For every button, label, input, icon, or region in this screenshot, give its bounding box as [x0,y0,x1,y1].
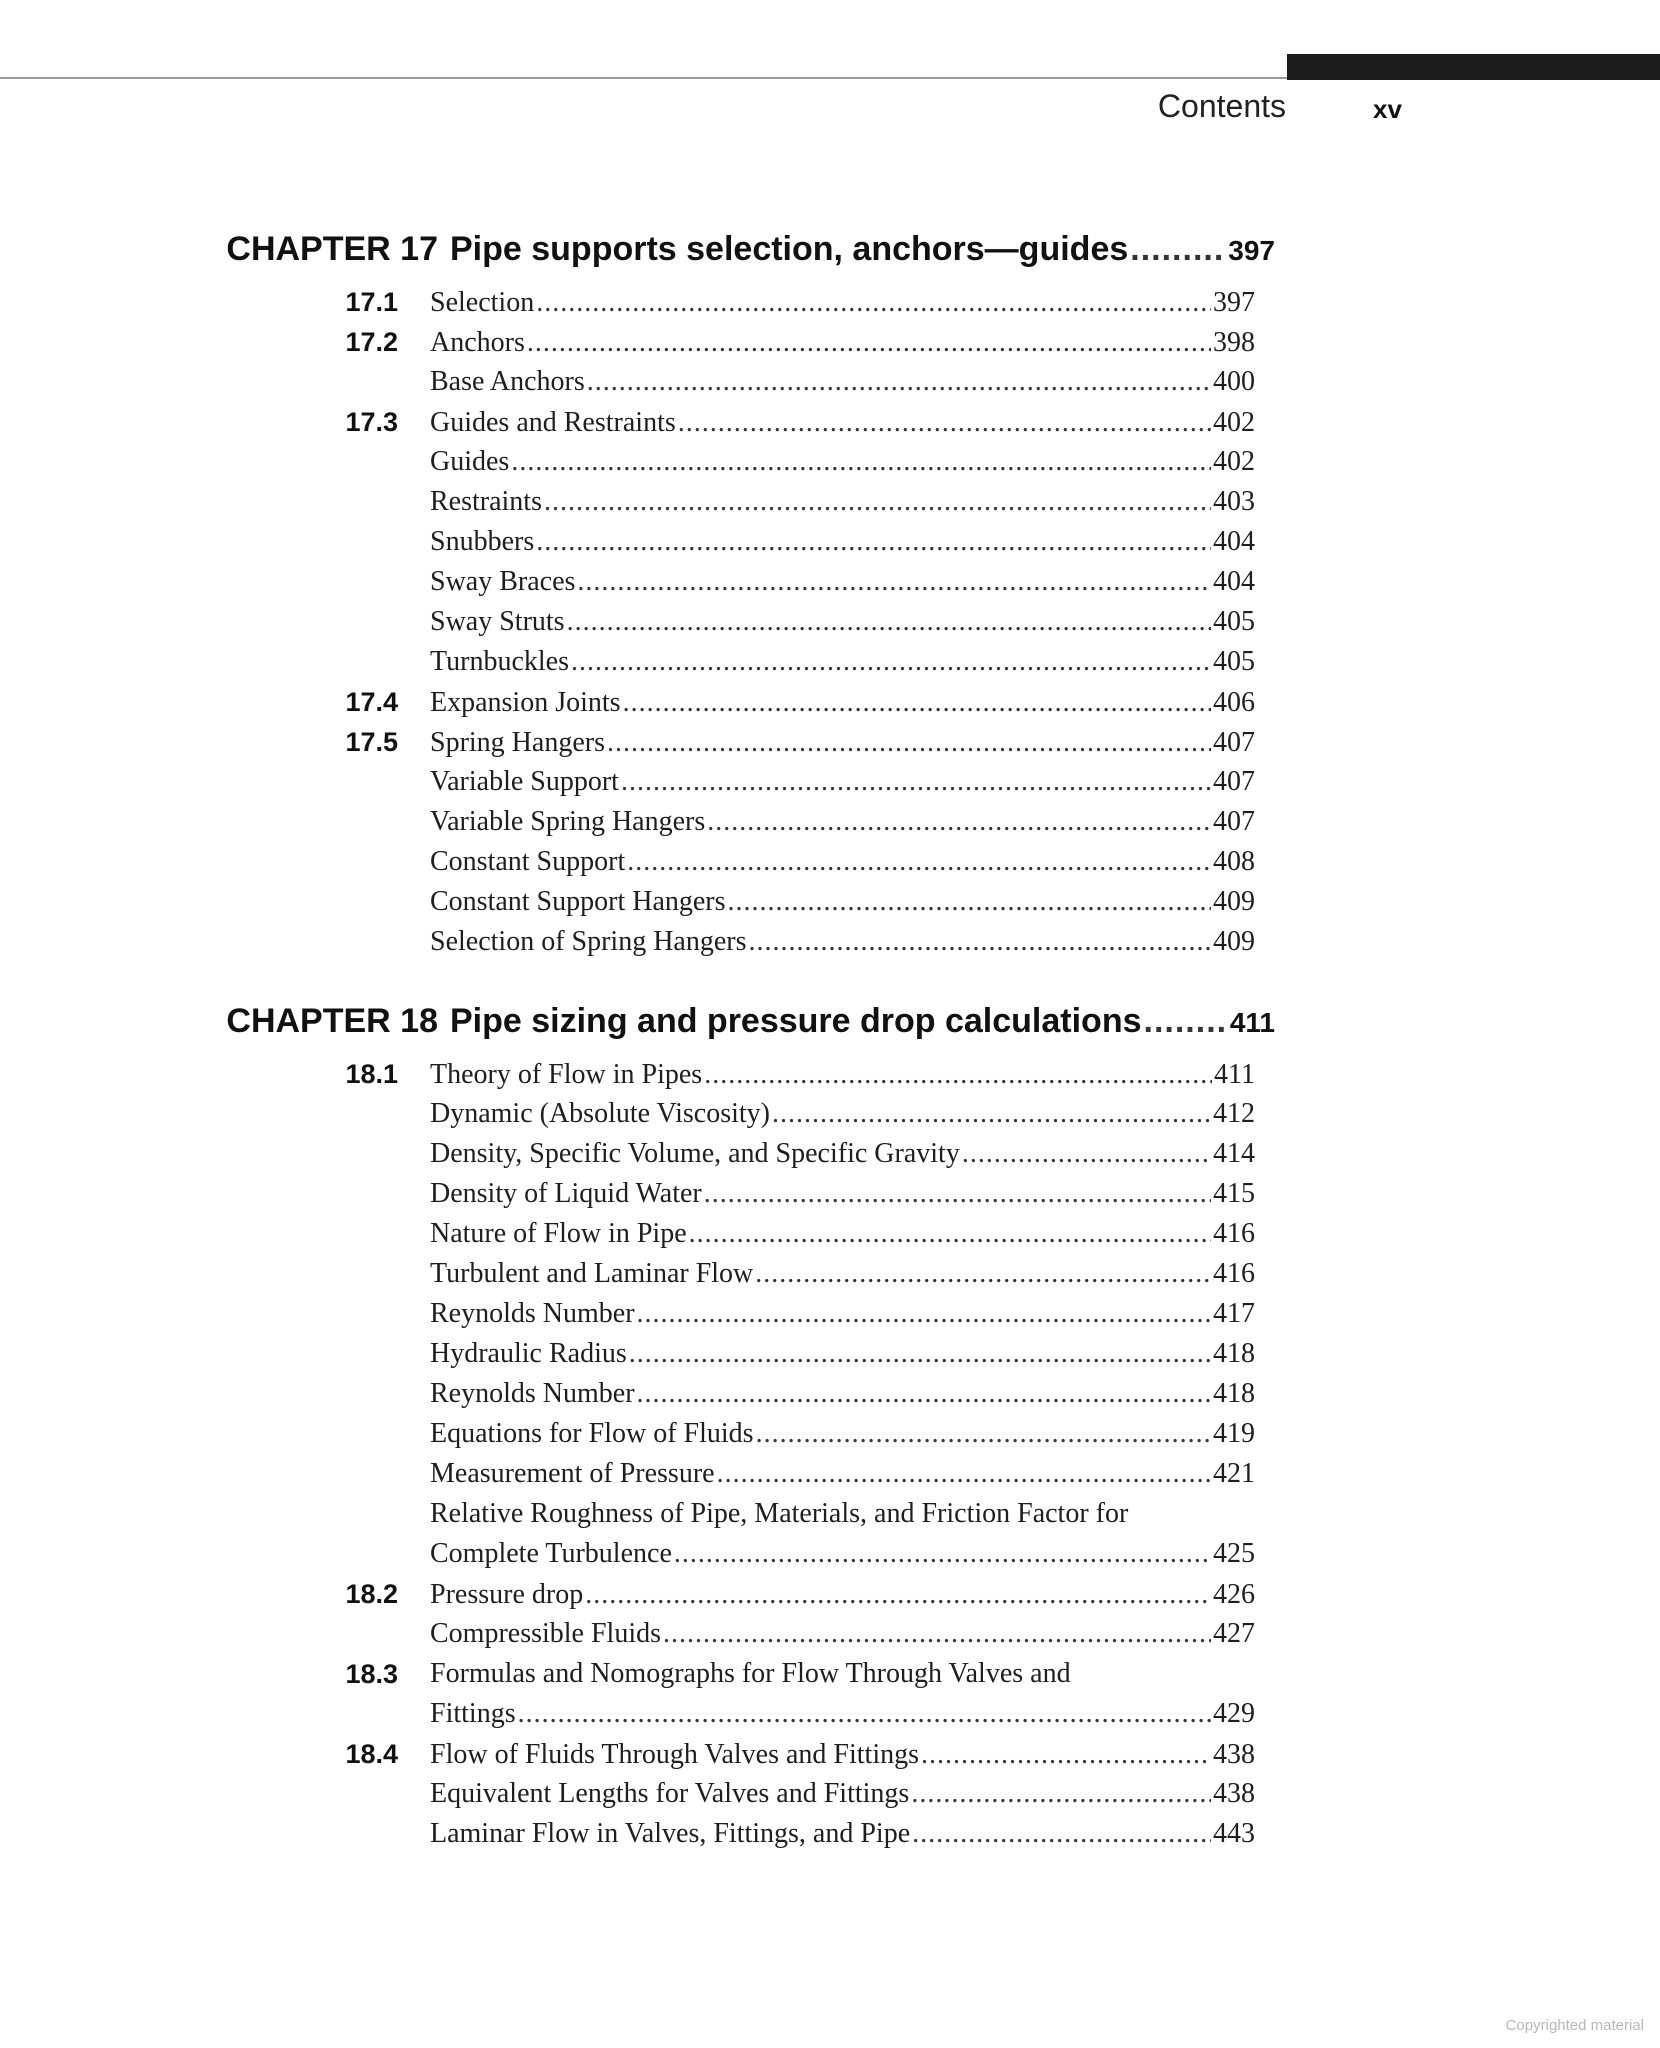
entry-title: Turnbuckles [430,646,569,677]
entry-title: Nature of Flow in Pipe [430,1218,687,1249]
toc-entry [0,602,1660,642]
entry-page: 419 [1213,1418,1255,1449]
entry-page: 397 [1213,287,1255,318]
toc-entry [0,322,1660,362]
toc-entry [0,1814,1660,1854]
entry-title: Equivalent Lengths for Valves and Fittings [430,1778,910,1809]
toc-entry [0,1174,1660,1214]
toc-entry [0,762,1660,802]
entry-page: 409 [1213,926,1255,957]
entry-title: Flow of Fluids Through Valves and Fittings [430,1739,920,1770]
entry-title: Measurement of Pressure [430,1458,715,1489]
toc-entry [0,1614,1660,1654]
entry-page: 418 [1213,1378,1255,1409]
entry-page: 411 [1214,1059,1255,1090]
entry-title: Theory of Flow in Pipes [430,1059,703,1090]
dot-leader [536,522,1211,562]
section-number: 17.4 [345,687,398,717]
dot-leader [962,1134,1211,1174]
entry-page: 407 [1213,806,1255,837]
dot-leader [567,602,1211,642]
entry-title: Anchors [430,327,525,358]
entry-title: Compressible Fluids [430,1618,662,1649]
entry-title: Constant Support [430,846,626,877]
entry-title: Laminar Flow in Valves, Fittings, and Pipe [430,1818,911,1849]
dot-leader [756,1414,1211,1454]
toc-entry [0,482,1660,522]
dot-leader [707,802,1211,842]
entry-title: Guides and Restraints [430,407,676,438]
entry-page: 398 [1213,327,1255,358]
dot-leader [911,1774,1211,1814]
dot-leader [623,683,1211,723]
toc-entry [0,402,1660,442]
header-rule [0,77,1287,79]
entry-title: Density of Liquid Water [430,1178,702,1209]
entry-page: 416 [1213,1258,1255,1289]
dot-leader [527,323,1211,363]
toc-entry [0,802,1660,842]
toc-entry [0,522,1660,562]
toc-entry [0,842,1660,882]
dot-leader [629,1334,1211,1374]
dot-leader [921,1735,1211,1775]
entry-page: 438 [1213,1739,1255,1770]
toc-entry [0,1574,1660,1614]
toc-entry [0,882,1660,922]
entry-page: 438 [1213,1778,1255,1809]
section-number: 17.2 [345,327,398,357]
dot-leader [511,442,1211,482]
entry-title: Restraints [430,486,542,517]
toc-entry [0,922,1660,962]
entry-title: Base Anchors [430,366,585,397]
dot-leader [755,1254,1211,1294]
entry-page: 426 [1213,1579,1255,1610]
section-number: 17.3 [345,407,398,437]
entry-title: Selection [430,287,535,318]
section-number: 17.1 [345,287,398,317]
chapter-page: 411 [1229,1007,1275,1038]
entry-title: Guides [430,446,510,477]
section-number: 18.2 [345,1579,398,1609]
table-of-contents [0,230,1660,1854]
entry-page: 417 [1213,1298,1255,1329]
dot-leader [544,482,1211,522]
toc-entry [0,1294,1660,1334]
dot-leader [663,1614,1211,1654]
entry-page: 407 [1213,766,1255,797]
toc-entry [0,1254,1660,1294]
toc-entry [0,1094,1660,1134]
entry-title: Dynamic (Absolute Viscosity) [430,1098,770,1129]
toc-entry [0,642,1660,682]
entry-page: 407 [1213,727,1255,758]
entry-page: 421 [1213,1458,1255,1489]
chapter-title: Pipe supports selection, anchors—guides [450,230,1129,268]
entry-title: Selection of Spring Hangers [430,926,747,957]
toc-entry [0,1454,1660,1494]
entry-page: 418 [1213,1338,1255,1369]
entry-page: 429 [1213,1698,1255,1729]
entry-page: 412 [1213,1098,1255,1129]
dot-leader [577,562,1211,602]
entry-title: Fittings [430,1698,516,1729]
toc-entry [0,1774,1660,1814]
entry-title: Spring Hangers [430,727,605,758]
entry-title-first-line: Formulas and Nomographs for Flow Through Valves and [430,1658,1071,1689]
header-bar [1287,54,1660,80]
entry-title: Sway Struts [430,606,565,637]
dot-leader [627,842,1211,882]
section-number: 18.3 [345,1659,398,1689]
toc-entry [0,1414,1660,1454]
dot-leader [704,1055,1212,1095]
toc-entry [0,722,1660,762]
entry-title: Hydraulic Radius [430,1338,627,1369]
dot-leader [587,362,1211,402]
entry-title: Snubbers [430,526,535,557]
toc-entry [0,682,1660,722]
copyright-notice: Copyrighted material [1505,2017,1644,2034]
entry-title: Constant Support Hangers [430,886,726,917]
entry-page: 403 [1213,486,1255,517]
entry-page: 425 [1213,1538,1255,1569]
toc-entry [0,1054,1660,1094]
entry-title: Equations for Flow of Fluids [430,1418,754,1449]
dot-leader [1130,230,1226,269]
dot-leader [689,1214,1211,1254]
dot-leader [717,1454,1211,1494]
section-number: 18.4 [345,1739,398,1769]
entry-page: 443 [1213,1818,1255,1849]
entry-page: 402 [1213,407,1255,438]
entry-page: 427 [1213,1618,1255,1649]
toc-entry [0,1134,1660,1174]
entry-title: Variable Spring Hangers [430,806,706,837]
toc-entry [0,282,1660,322]
dot-leader [637,1294,1211,1334]
dot-leader [621,762,1211,802]
page-number: xv [1373,94,1402,124]
toc-entry [0,1654,1660,1734]
entry-title: Variable Support [430,766,619,797]
dot-leader [637,1374,1211,1414]
dot-leader [536,283,1211,323]
dot-leader [772,1094,1211,1134]
dot-leader [749,922,1212,962]
entry-page: 415 [1213,1178,1255,1209]
toc-entry [0,1734,1660,1774]
chapter-label: CHAPTER 17 [226,230,438,268]
dot-leader [1144,1002,1228,1041]
entry-title: Reynolds Number [430,1298,635,1329]
section-number: 18.1 [345,1059,398,1089]
running-title: Contents [1157,88,1286,124]
dot-leader [912,1814,1211,1854]
dot-leader [674,1534,1211,1574]
entry-page: 405 [1213,606,1255,637]
entry-title: Expansion Joints [430,687,621,718]
entry-page: 404 [1213,526,1255,557]
chapter-heading-18 [0,1002,1660,1054]
entry-page: 408 [1213,846,1255,877]
chapter-page: 397 [1228,235,1275,266]
dot-leader [678,403,1211,443]
entry-page: 416 [1213,1218,1255,1249]
toc-entry [0,1374,1660,1414]
entry-title: Density, Specific Volume, and Specific Gravity [430,1138,960,1169]
toc-entry [0,362,1660,402]
dot-leader [704,1174,1211,1214]
section-number: 17.5 [345,727,398,757]
entry-page: 406 [1213,687,1255,718]
dot-leader [585,1575,1211,1615]
entry-title: Reynolds Number [430,1378,635,1409]
toc-entry [0,442,1660,482]
chapter-label: CHAPTER 18 [226,1002,438,1040]
entry-title: Sway Braces [430,566,576,597]
entry-page: 414 [1213,1138,1255,1169]
toc-entry [0,1494,1660,1574]
entry-title: Turbulent and Laminar Flow [430,1258,754,1289]
entry-title: Complete Turbulence [430,1538,672,1569]
entry-page: 400 [1213,366,1255,397]
entry-title: Pressure drop [430,1579,584,1610]
chapter-title: Pipe sizing and pressure drop calculations [450,1002,1142,1040]
toc-entry [0,1334,1660,1374]
dot-leader [518,1694,1211,1734]
dot-leader [607,723,1211,763]
chapter-heading-17 [0,230,1660,282]
entry-page: 402 [1213,446,1255,477]
toc-entry [0,562,1660,602]
entry-page: 404 [1213,566,1255,597]
entry-page: 405 [1213,646,1255,677]
dot-leader [728,882,1211,922]
dot-leader [571,642,1211,682]
entry-title-first-line: Relative Roughness of Pipe, Materials, and Friction Factor for [430,1498,1129,1529]
entry-page: 409 [1213,886,1255,917]
toc-entry [0,1214,1660,1254]
